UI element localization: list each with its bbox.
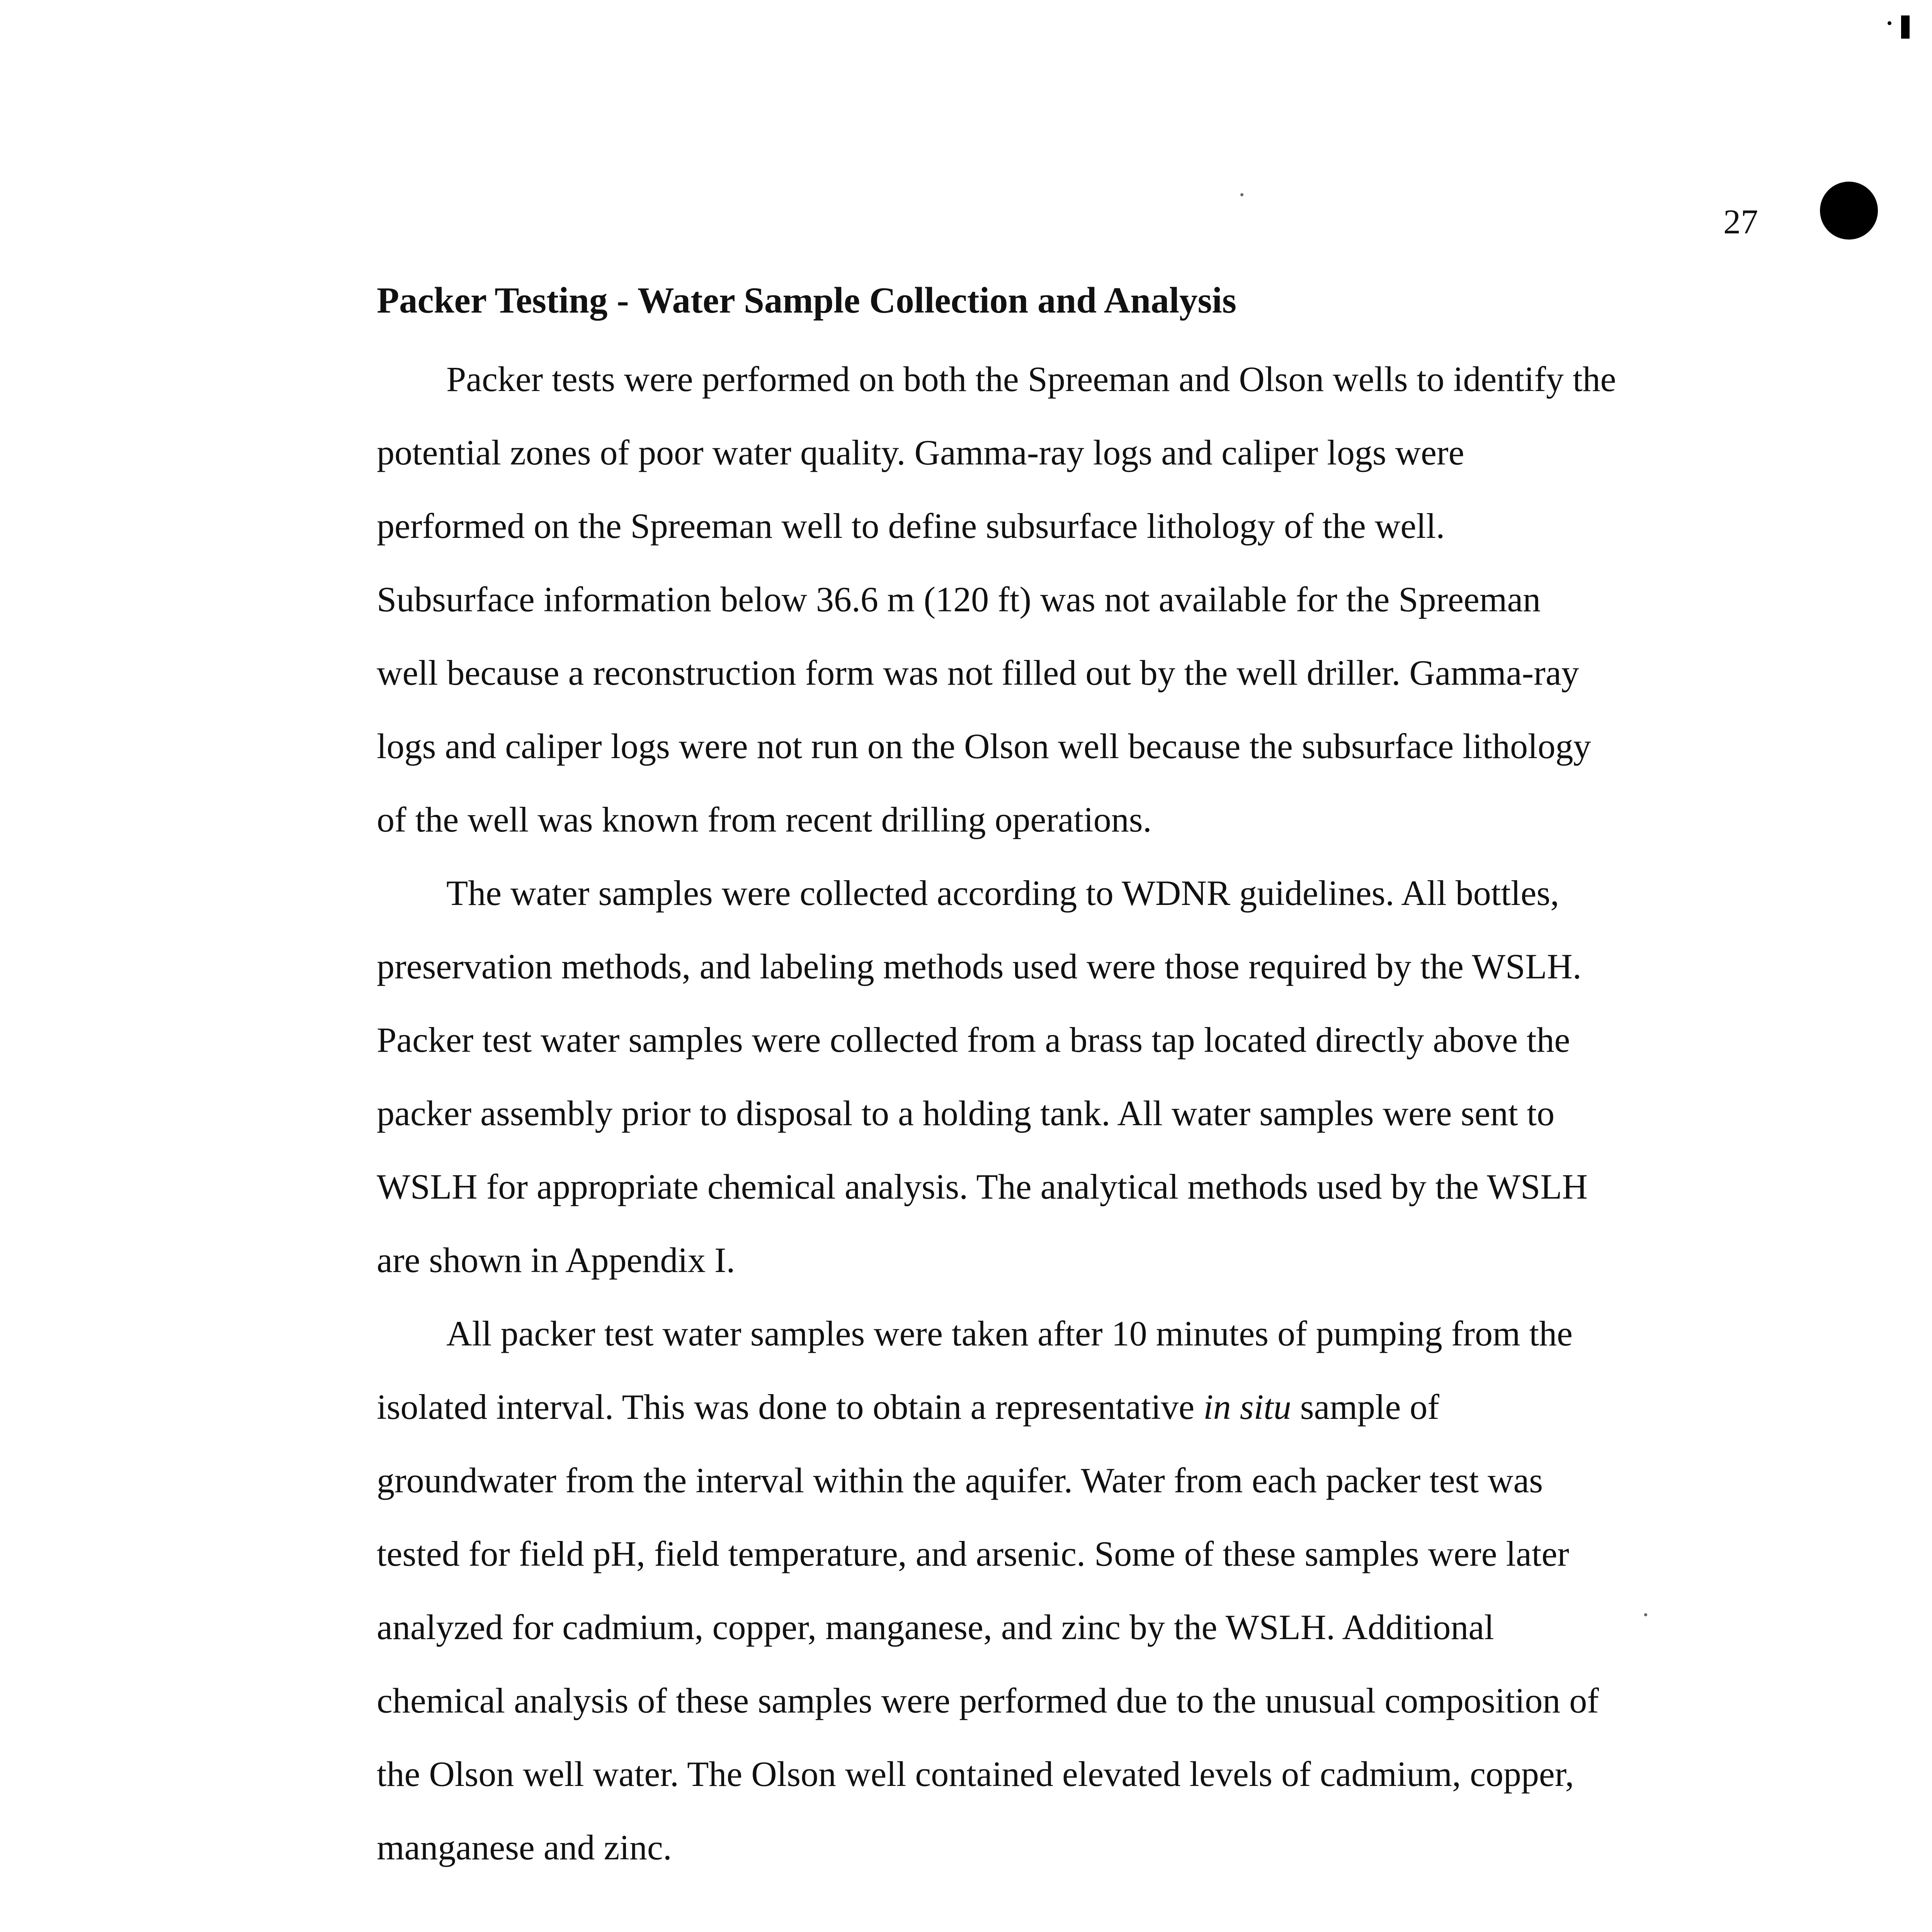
page-mark (1901, 15, 1910, 39)
scan-speck (1644, 1613, 1647, 1616)
paragraph-line: WSLH for appropriate chemical analysis. The analytical methods used by the WSLH (377, 1167, 1588, 1206)
paragraph-line: chemical analysis of these samples were performed due to the unusual composition of (377, 1681, 1599, 1720)
paragraph-line: All packer test water samples were taken after 10 minutes of pumping from the (446, 1314, 1573, 1353)
paragraph-line: well because a reconstruction form was not filled out by the well driller. Gamma-ray (377, 653, 1579, 692)
paragraph-line: are shown in Appendix I. (377, 1240, 735, 1280)
paragraph-line: The water samples were collected according to WDNR guidelines. All bottles, (446, 873, 1560, 913)
paragraph-line: packer assembly prior to disposal to a holding tank. All water samples were sent to (377, 1094, 1555, 1133)
paragraph-text: isolated interval. This was done to obtain a representative (377, 1387, 1204, 1427)
paragraph-line: groundwater from the interval within the aquifer. Water from each packer test was (377, 1461, 1543, 1500)
page-number: 27 (1723, 203, 1758, 241)
scan-speck (1240, 193, 1243, 196)
paragraph-line: preservation methods, and labeling methods used were those required by the WSLH. (377, 947, 1582, 986)
paragraph-line: analyzed for cadmium, copper, manganese, and zinc by the WSLH. Additional (377, 1607, 1494, 1647)
section-heading-packer-testing: Packer Testing - Water Sample Collection and Analysis (377, 280, 1236, 321)
page-speck (1888, 21, 1891, 25)
paragraph-line: logs and caliper logs were not run on the Olson well because the subsurface lithology (377, 726, 1591, 766)
paragraph-text: sample of (1291, 1387, 1439, 1427)
paragraph-line: Packer tests were performed on both the Spreeman and Olson wells to identify the (446, 359, 1616, 399)
paragraph-line: manganese and zinc. (377, 1828, 672, 1867)
paragraph-line: the Olson well water. The Olson well contained elevated levels of cadmium, copper, (377, 1754, 1574, 1794)
paragraph-line (377, 1389, 1439, 1425)
paragraph-line: Packer test water samples were collected from a brass tap located directly above the (377, 1020, 1570, 1060)
italic-term: in situ (1203, 1387, 1291, 1427)
paragraph-line: performed on the Spreeman well to define subsurface lithology of the well. (377, 506, 1445, 546)
punch-hole-top (1820, 182, 1878, 240)
paragraph-line: Subsurface information below 36.6 m (120 ft) was not available for the Spreeman (377, 580, 1541, 619)
paragraph-line: potential zones of poor water quality. Gamma-ray logs and caliper logs were (377, 433, 1464, 472)
paragraph-line: tested for field pH, field temperature, and arsenic. Some of these samples were later (377, 1534, 1569, 1573)
paragraph-line: of the well was known from recent drilling operations. (377, 800, 1152, 839)
